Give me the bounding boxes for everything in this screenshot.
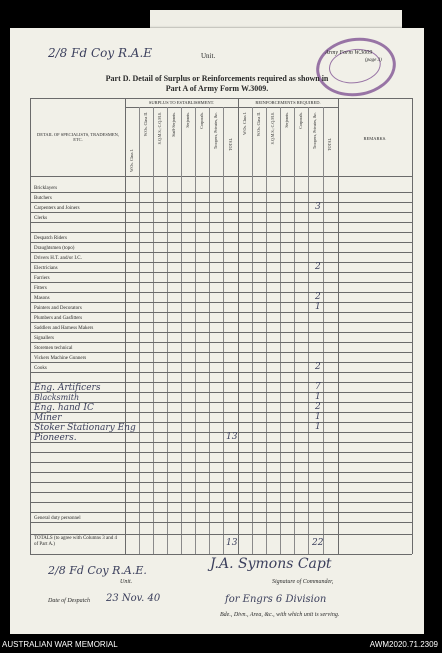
col-wo2: W.Os. Class II. <box>143 112 148 137</box>
hand-row-label: Miner <box>34 413 62 423</box>
hand-row-label: Blacksmith <box>34 393 80 402</box>
formation-label: Bde., Divn., Area, &c., with which unit is serving. <box>220 612 340 618</box>
hand-row-label: Eng. Artificers <box>34 383 101 393</box>
value-electricians: 2 <box>315 262 321 272</box>
hand-row-label: Stoker Stationary Eng <box>34 423 136 433</box>
row-label: Vickers Machine Gunners <box>34 356 87 361</box>
row-label: Draughtsmen (topo) <box>34 246 75 251</box>
pioneers-surplus-value: 13 <box>226 432 238 442</box>
unit-label: Unit. <box>201 52 216 60</box>
despatch-date: 23 Nov. 40 <box>106 593 161 604</box>
totals-label: TOTALS (to agree with Columns 3 and 4 of Part A.) <box>34 536 117 547</box>
row-label: Clerks <box>34 216 48 221</box>
footer-unit-label: Unit. <box>120 579 133 585</box>
row-label: Electricians <box>34 266 58 271</box>
value-cooks: 2 <box>315 362 321 372</box>
row-label: Drivers H.T. and/or I.C. <box>34 256 82 261</box>
row-label: Plumbers and Gasfitters <box>34 316 83 321</box>
col-r-pte: Troopers, Privates, &c. <box>312 112 317 150</box>
unit-handwritten: 2/8 Fd Coy R.A.E <box>48 46 153 60</box>
value-masons: 2 <box>315 292 321 302</box>
hand-row-value: 1 <box>315 412 321 422</box>
col-sjt: Serjeants. <box>185 112 190 128</box>
signature-label: Signature of Commander, <box>272 579 334 585</box>
title-line-2: Part A of Army Form W.3009. <box>165 84 269 93</box>
row-label: Despatch Riders <box>34 236 67 241</box>
army-form-number: Army Form W.3009 <box>325 50 373 56</box>
col-r-wo1: W.Os. Class I. <box>242 112 247 135</box>
row-label: Butchers <box>34 196 52 201</box>
reinforcement-table <box>30 98 412 554</box>
row-label: Storemen technical <box>34 346 73 351</box>
hand-row-label: Pioneers. <box>34 433 77 443</box>
col-r-wo2: W.Os. Class II. <box>256 112 261 137</box>
col-r-sjt: Serjeants. <box>284 112 289 128</box>
hand-row-value: 1 <box>315 422 321 432</box>
hand-row-value: 2 <box>315 402 321 412</box>
total-surplus: 13 <box>226 538 238 548</box>
army-form-page: (page 3) <box>365 58 382 63</box>
row-label: Cooks <box>34 366 47 371</box>
footer-unit-hand: 2/8 Fd Coy R.A.E. <box>48 564 147 577</box>
row-label: Carpenters and Joiners <box>34 206 80 211</box>
row-label: Farriers <box>34 276 50 281</box>
value-painters: 1 <box>315 302 321 312</box>
total-reinforcements: 22 <box>312 538 324 548</box>
hand-row-label: Eng. hand IC <box>34 403 94 413</box>
commander-signature: J.A. Symons Capt <box>210 556 332 572</box>
col-staff-sjt: Staff-Serjeants. <box>171 112 176 137</box>
row-label: Masons <box>34 296 50 301</box>
col-r-sqms: S.Q.M.S.; C.Q.M.S. <box>270 112 275 145</box>
row-label: Signallers <box>34 336 54 341</box>
col-cpl: Corporals. <box>199 112 204 129</box>
col-r-total: TOTAL <box>327 138 332 151</box>
hand-row-value: 7 <box>315 382 321 392</box>
col-pte: Troopers, Privates, &c. <box>213 112 218 150</box>
hand-row-value: 1 <box>315 392 321 402</box>
remarks-header: REMARKS. <box>363 136 387 141</box>
watermark-right: AWM2020.71.2309 <box>369 640 438 649</box>
row-label: Saddlers and Harness Makers <box>34 326 94 331</box>
document-page <box>10 28 424 634</box>
row-label: Fitters <box>34 286 47 291</box>
general-duty-label: General duty personnel <box>34 516 81 521</box>
value-carpenters: 3 <box>315 202 321 212</box>
reinforcement-group-header: REINFORCEMENTS REQUIRED. <box>255 100 321 105</box>
formation-hand: for Engrs 6 Division <box>225 594 327 605</box>
col-sqms: S.Q.M.S.; C.Q.M.S. <box>157 112 162 145</box>
col-wo1: W.Os. Class I. <box>129 149 134 172</box>
row-label: Bricklayers <box>34 186 58 191</box>
watermark-left: AUSTRALIAN WAR MEMORIAL <box>2 640 118 649</box>
title-line-1: Part D. Detail of Surplus or Reinforcements required as shown in <box>105 74 329 83</box>
row-label: Painters and Decorators <box>34 306 82 311</box>
despatch-label: Date of Despatch <box>48 598 90 604</box>
col-r-cpl: Corporals. <box>298 112 303 129</box>
col-total-surplus: TOTAL <box>228 138 233 151</box>
surplus-group-header: SURPLUS TO ESTABLISHMENT. <box>148 100 215 105</box>
detail-header: DETAIL OF SPECIALISTS, TRADESMEN, ETC. <box>36 132 120 142</box>
